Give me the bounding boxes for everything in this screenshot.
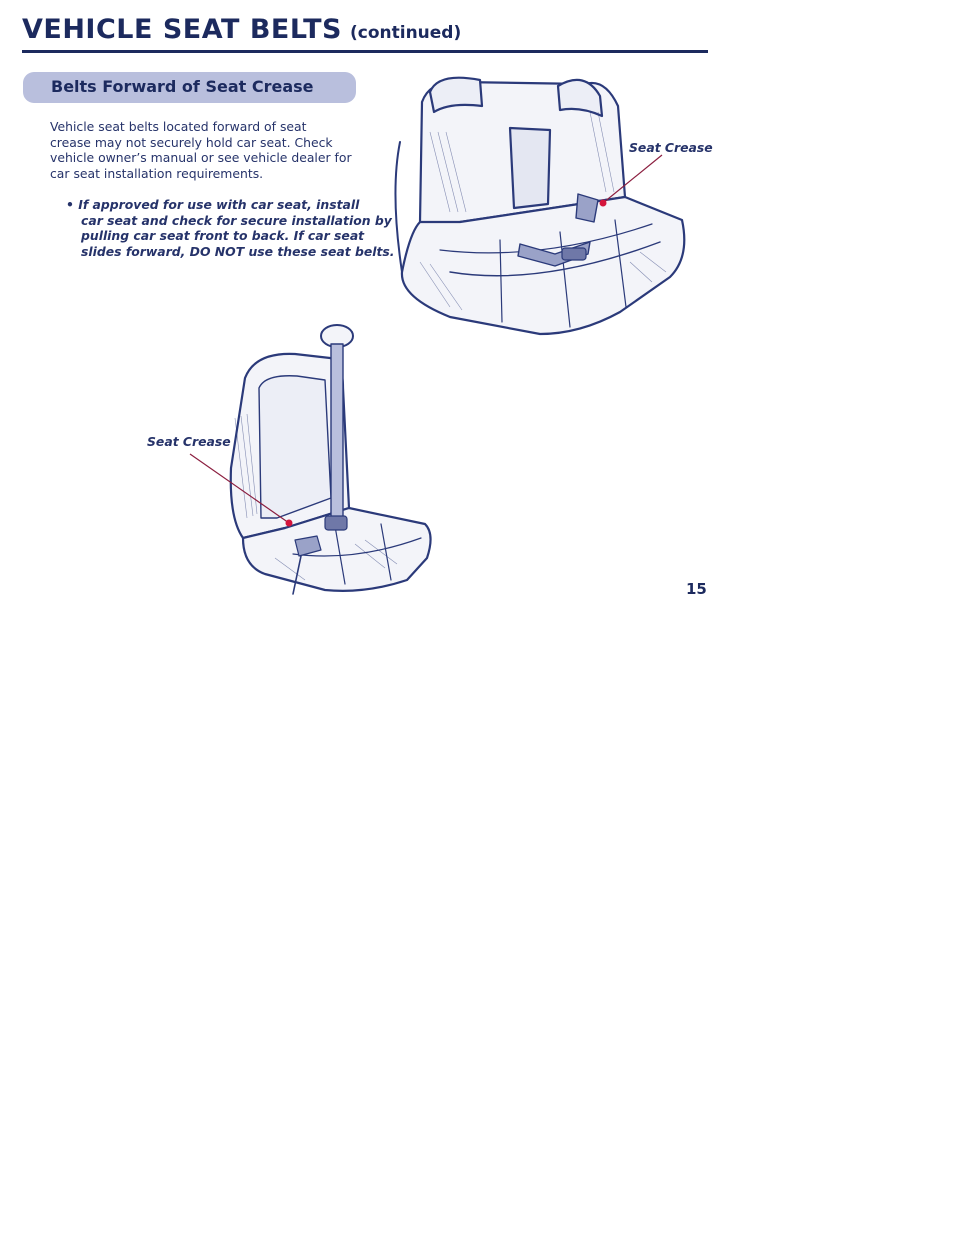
front-seat-crease-label: Seat Crease (147, 434, 231, 449)
title-continued: (continued) (349, 23, 462, 43)
body-line: vehicle owner’s manual or see vehicle dealer for (50, 150, 352, 166)
bullet-line: pulling car seat front to back. If car seat (81, 228, 365, 244)
page-number: 15 (686, 580, 707, 598)
title-text: VEHICLE SEAT BELTS (22, 14, 342, 45)
body-line: crease may not securely hold car seat. Check (50, 134, 333, 150)
rear-bench-seat-illustration (390, 72, 700, 342)
bullet-item (66, 197, 395, 259)
bullet-line: • If approved for use with car seat, install (66, 197, 360, 212)
section-heading: Belts Forward of Seat Crease (51, 77, 314, 96)
bullet-line: car seat and check for secure installation by (81, 212, 392, 228)
rear-seat-crease-label: Seat Crease (629, 140, 713, 155)
body-line: Vehicle seat belts located forward of seat (50, 119, 307, 134)
page-header (22, 14, 708, 53)
page-title (22, 14, 461, 45)
section-heading-pill (23, 72, 356, 103)
body-paragraph (50, 119, 360, 181)
body-line: car seat installation requirements. (50, 165, 264, 181)
front-bucket-seat-illustration (185, 318, 440, 600)
bullet-line: slides forward, DO NOT use these seat belts. (81, 243, 395, 259)
